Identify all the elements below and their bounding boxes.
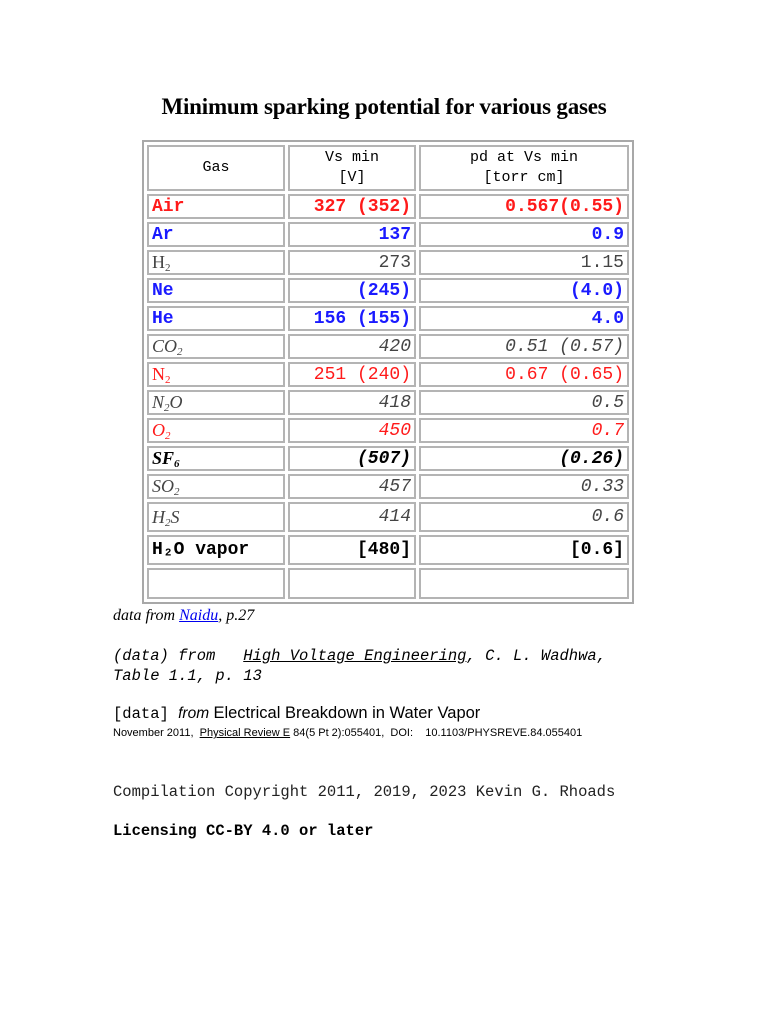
header-gas: Gas xyxy=(147,145,285,191)
header-pd xyxy=(419,145,629,191)
vs-min-value: 327 (352) xyxy=(288,194,416,219)
table-row xyxy=(147,334,629,359)
vs-min-value: 414 xyxy=(288,502,416,532)
header-pd-line2: [torr cm] xyxy=(483,169,565,186)
table-row xyxy=(147,250,629,275)
wadhwa-suffix: , C. L. Wadhwa, Table 1.1, p. 13 xyxy=(113,647,607,685)
table-row xyxy=(147,306,629,331)
pd-value: 0.33 xyxy=(419,474,629,499)
gas-name xyxy=(147,502,285,532)
vs-min-value: 457 xyxy=(288,474,416,499)
vs-min-value: 418 xyxy=(288,390,416,415)
pd-value: 0.6 xyxy=(419,502,629,532)
water-vapor-source-note xyxy=(113,704,480,723)
gas-label-tail: S xyxy=(170,506,180,527)
ebwv-from: from xyxy=(178,705,214,722)
empty-cell xyxy=(288,568,416,599)
citation-note xyxy=(113,727,582,739)
wadhwa-source-note xyxy=(113,646,633,686)
pd-value: 4.0 xyxy=(419,306,629,331)
wadhwa-prefix: (data) from xyxy=(113,647,244,665)
pd-value: 0.67 (0.65) xyxy=(419,362,629,387)
gas-table xyxy=(142,140,634,604)
table-row xyxy=(147,502,629,532)
gas-label: H xyxy=(152,252,165,272)
vs-min-value: 450 xyxy=(288,418,416,443)
gas-label: N xyxy=(152,364,165,384)
table-row xyxy=(147,474,629,499)
table-row xyxy=(147,446,629,471)
gas-label-tail: O xyxy=(169,392,183,412)
gas-subscript: 6 xyxy=(174,458,180,470)
gas-subscript: 2 xyxy=(174,486,180,498)
gas-label: He xyxy=(152,308,174,329)
pd-value: 0.7 xyxy=(419,418,629,443)
pd-value: 1.15 xyxy=(419,250,629,275)
header-vs-line2: [V] xyxy=(338,169,366,186)
gas-name xyxy=(147,362,285,387)
ebwv-title: Electrical Breakdown in Water Vapor xyxy=(213,704,481,722)
table-row xyxy=(147,222,629,247)
pd-value: 0.9 xyxy=(419,222,629,247)
license-note: Licensing CC-BY 4.0 or later xyxy=(113,822,374,840)
gas-name xyxy=(147,474,285,499)
pd-value: (4.0) xyxy=(419,278,629,303)
gas-name xyxy=(147,250,285,275)
vs-min-value: 273 xyxy=(288,250,416,275)
gas-label: O xyxy=(152,420,165,440)
header-vs-line1: Vs min xyxy=(324,149,379,166)
pd-value: 0.567(0.55) xyxy=(419,194,629,219)
naidu-link[interactable]: Naidu xyxy=(179,607,219,624)
gas-label: SO xyxy=(152,476,174,496)
table-header-row xyxy=(147,145,629,191)
gas-subscript: 2 xyxy=(164,402,170,414)
wadhwa-link[interactable]: High Voltage Engineering xyxy=(243,647,467,665)
copyright-note: Compilation Copyright 2011, 2019, 2023 Kevin G. Rhoads xyxy=(113,783,616,801)
naidu-suffix: , p.27 xyxy=(218,607,255,624)
table-row xyxy=(147,390,629,415)
pd-value: [0.6] xyxy=(419,535,629,565)
header-pd-line1: pd at Vs min xyxy=(469,149,579,166)
table-row xyxy=(147,278,629,303)
vs-min-value: 251 (240) xyxy=(288,362,416,387)
vs-min-value: [480] xyxy=(288,535,416,565)
naidu-prefix: data from xyxy=(113,607,180,624)
physical-review-link[interactable]: Physical Review E xyxy=(199,727,291,739)
gas-label: SF xyxy=(152,448,175,468)
gas-name xyxy=(147,535,285,565)
gas-name xyxy=(147,418,285,443)
empty-cell xyxy=(419,568,629,599)
gas-label: Ar xyxy=(152,224,174,245)
pd-value: 0.51 (0.57) xyxy=(419,334,629,359)
gas-label: CO xyxy=(152,336,178,356)
gas-name xyxy=(147,222,285,247)
vs-min-value: 137 xyxy=(288,222,416,247)
gas-subscript: 2 xyxy=(165,262,171,274)
vs-min-value: 420 xyxy=(288,334,416,359)
gas-label: N xyxy=(152,392,165,412)
table-row-empty xyxy=(147,568,629,599)
gas-name xyxy=(147,446,285,471)
empty-cell xyxy=(147,568,285,599)
gas-subscript: 2 xyxy=(177,346,183,358)
gas-name xyxy=(147,306,285,331)
citation-prefix: November 2011, xyxy=(113,727,200,739)
gas-name xyxy=(147,194,285,219)
gas-label: H xyxy=(152,506,165,527)
gas-subscript: 2 xyxy=(165,430,171,442)
gas-label: H₂O vapor xyxy=(152,540,250,560)
gas-subscript: 2 xyxy=(165,374,171,386)
vs-min-value: (245) xyxy=(288,278,416,303)
gas-name xyxy=(147,278,285,303)
table-row xyxy=(147,194,629,219)
citation-suffix: 84(5 Pt 2):055401, DOI: 10.1103/PHYSREVE.84.055401 xyxy=(290,727,583,739)
pd-value: (0.26) xyxy=(419,446,629,471)
page-title: Minimum sparking potential for various gases xyxy=(161,94,607,119)
table-row xyxy=(147,362,629,387)
gas-subscript: 2 xyxy=(165,516,171,529)
ebwv-prefix: [data] xyxy=(113,705,179,723)
table-row xyxy=(147,418,629,443)
naidu-source-note xyxy=(113,607,254,625)
gas-label: Ne xyxy=(152,280,174,301)
gas-name xyxy=(147,334,285,359)
gas-label: Air xyxy=(152,196,185,217)
header-vs-min xyxy=(288,145,416,191)
pd-value: 0.5 xyxy=(419,390,629,415)
vs-min-value: (507) xyxy=(288,446,416,471)
table-row xyxy=(147,535,629,565)
vs-min-value: 156 (155) xyxy=(288,306,416,331)
gas-name xyxy=(147,390,285,415)
